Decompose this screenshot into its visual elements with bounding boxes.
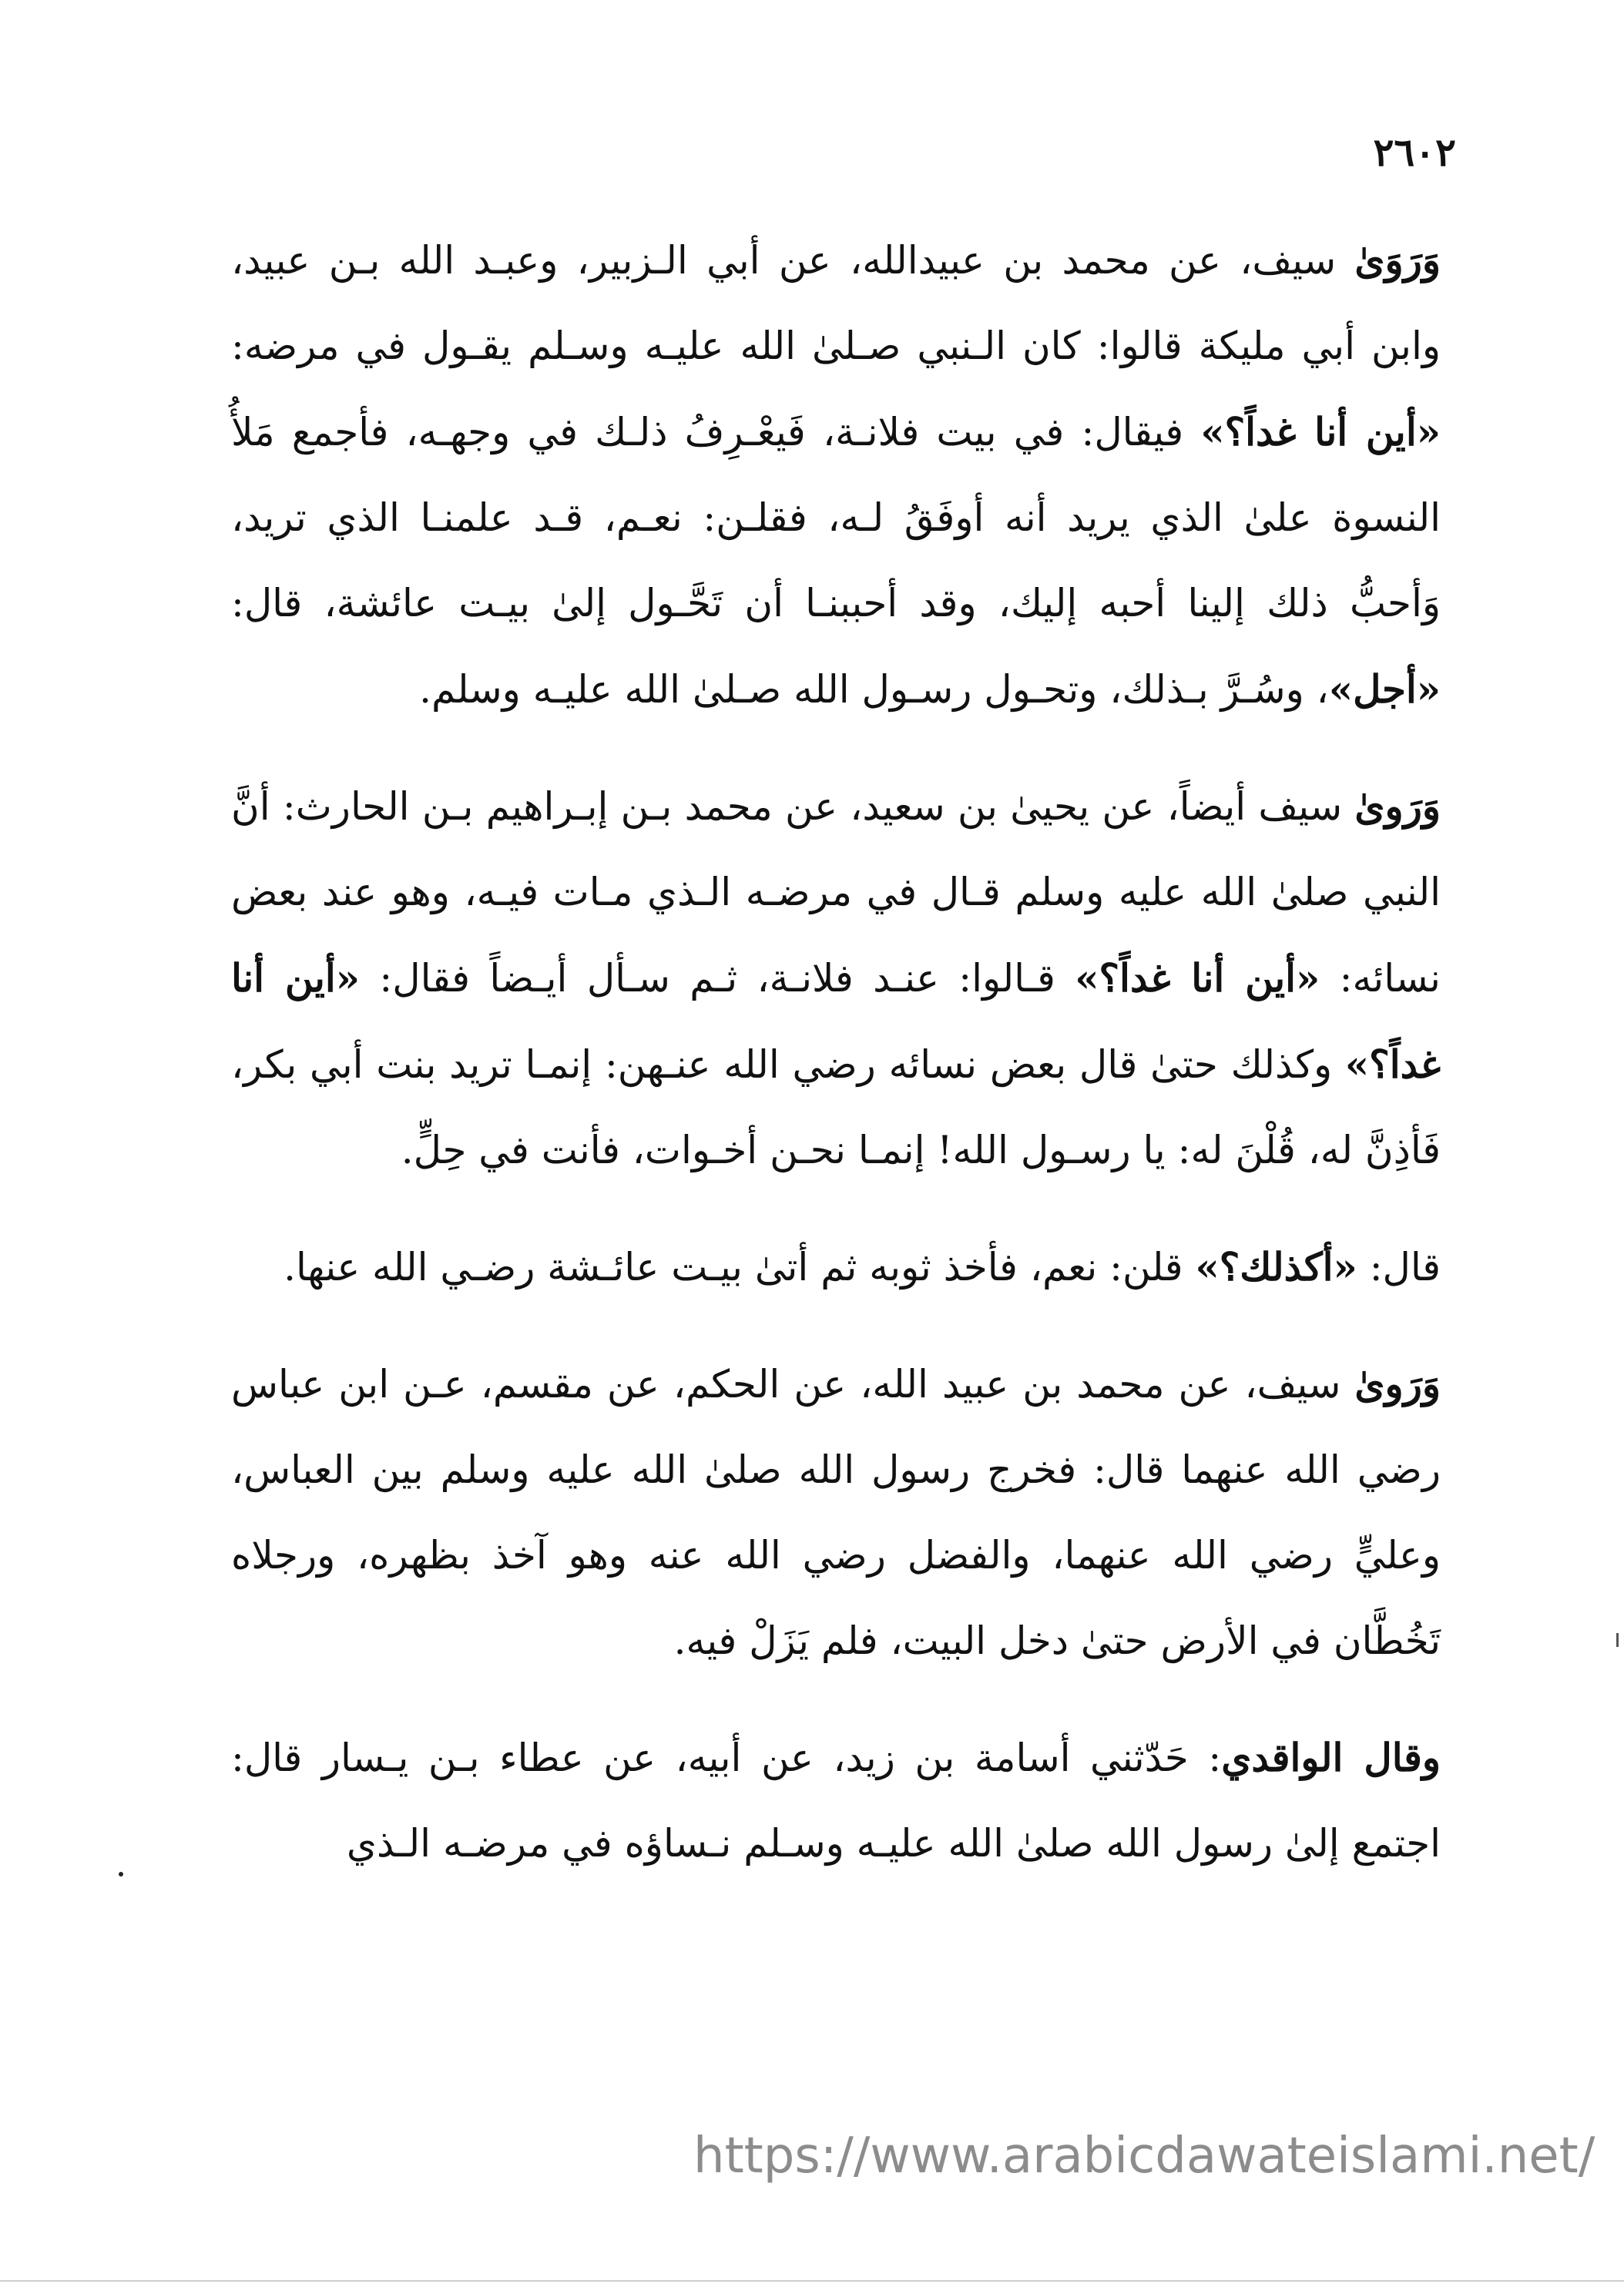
paragraph-5: [231, 1715, 1441, 1887]
page-number: ٢٦٠٢: [1373, 129, 1456, 175]
quoted-speech: «أجل»: [1328, 666, 1441, 712]
paragraph-lead: وَرَوَىٰ: [1354, 237, 1441, 283]
edge-mark: [1616, 1633, 1619, 1647]
paragraph-text: ، وسُـرَّ بـذلك، وتحـول رسـول الله صـلىٰ الله عليـه وسلم.: [419, 667, 1329, 712]
paragraph-2: [231, 763, 1441, 1193]
paragraph-text: قـالوا: عنـد فلانـة، ثـم سـأل أيـضاً فقال:: [360, 956, 1075, 1001]
paragraph-3: [231, 1224, 1441, 1310]
text-body: [231, 217, 1441, 1917]
quoted-speech: «أين أنا غداً؟»: [1200, 409, 1441, 454]
quoted-speech: «أكذلك؟»: [1195, 1244, 1357, 1290]
paragraph-lead: وَرَوىٰ: [1354, 1361, 1441, 1407]
watermark-url: https://www.arabicdawateislami.net/: [693, 2128, 1595, 2185]
quoted-speech: «أين أنا غداً؟»: [231, 955, 1441, 1087]
paragraph-text: قال:: [1357, 1245, 1441, 1290]
paragraph-lead: وقال الواقدي: [1221, 1735, 1441, 1780]
paragraph-text: سيف، عن محمد بن عبيد الله، عن الحكم، عن مقسم، عـن ابن عباس رضي الله عنهما قال: فخرج رسول الله صلىٰ الله عليه وسلم بين العباس، وعليٍّ رضي الله عنهما، والفضل رضي الله عنه وهو آخذ بظهره، ورجلاه تَخُطَّان في الأرض حتىٰ دخل البيت، فلم يَزَلْ فيه.: [231, 1362, 1441, 1663]
quoted-speech: «أين أنا غداً؟»: [1075, 955, 1320, 1001]
paragraph-text: وكذلك حتىٰ قال بعض نسائه رضي الله عنـهن: إنمـا تريد بنت أبي بكر، فَأذِنَّ له، قُلْنَ له: يا رسـول الله! إنمـا نحـن أخـوات، فأنت في حِلٍّ.: [231, 1042, 1441, 1172]
paragraph-text: سيف، عن محمد بن عبيدالله، عن أبي الـزبير، وعبـد الله بـن عبيد، وابن أبي مليكة قالوا: كان الـنبي صـلىٰ الله عليـه وسـلم يقـول في مرضه:: [231, 238, 1441, 368]
paragraph-1: [231, 217, 1441, 733]
margin-dot: [119, 1872, 123, 1876]
paragraph-lead: وَرَوىٰ: [1354, 783, 1441, 829]
paragraph-text: سيف أيضاً، عن يحيىٰ بن سعيد، عن محمد بـن إبـراهيم بـن الحارث: أنَّ النبي صلىٰ الله عليه وسلم قـال في مرضـه الـذي مـات فيـه، وهو عند بعض نسائه:: [231, 784, 1441, 1001]
paragraph-text: فيقال: في بيت فلانـة، فَيعْـرِفُ ذلـك في وجهـه، فأجمع مَلأُ النسوة علىٰ الذي يريد أنه أوفَقُ لـه، فقلـن: نعـم، قـد علمنـا الذي تريد، وَأحبُّ ذلك إلينا أحبه إليك، وقد أحببنـا أن تَحَّـول إلىٰ بيـت عائشة، قال:: [231, 410, 1441, 625]
paragraph-text: : حَدّثني أسامة بن زيد، عن أبيه، عن عطاء بـن يـسار قال: اجتمع إلىٰ رسول الله صلىٰ الله عليـه وسـلم نـساؤه في مرضـه الـذي: [231, 1736, 1441, 1866]
scan-edge-line: [0, 2280, 1624, 2282]
paragraph-text: قلن: نعم، فأخذ ثوبه ثم أتىٰ بيـت عائـشة رضـي الله عنها.: [284, 1245, 1196, 1290]
paragraph-4: [231, 1341, 1441, 1684]
